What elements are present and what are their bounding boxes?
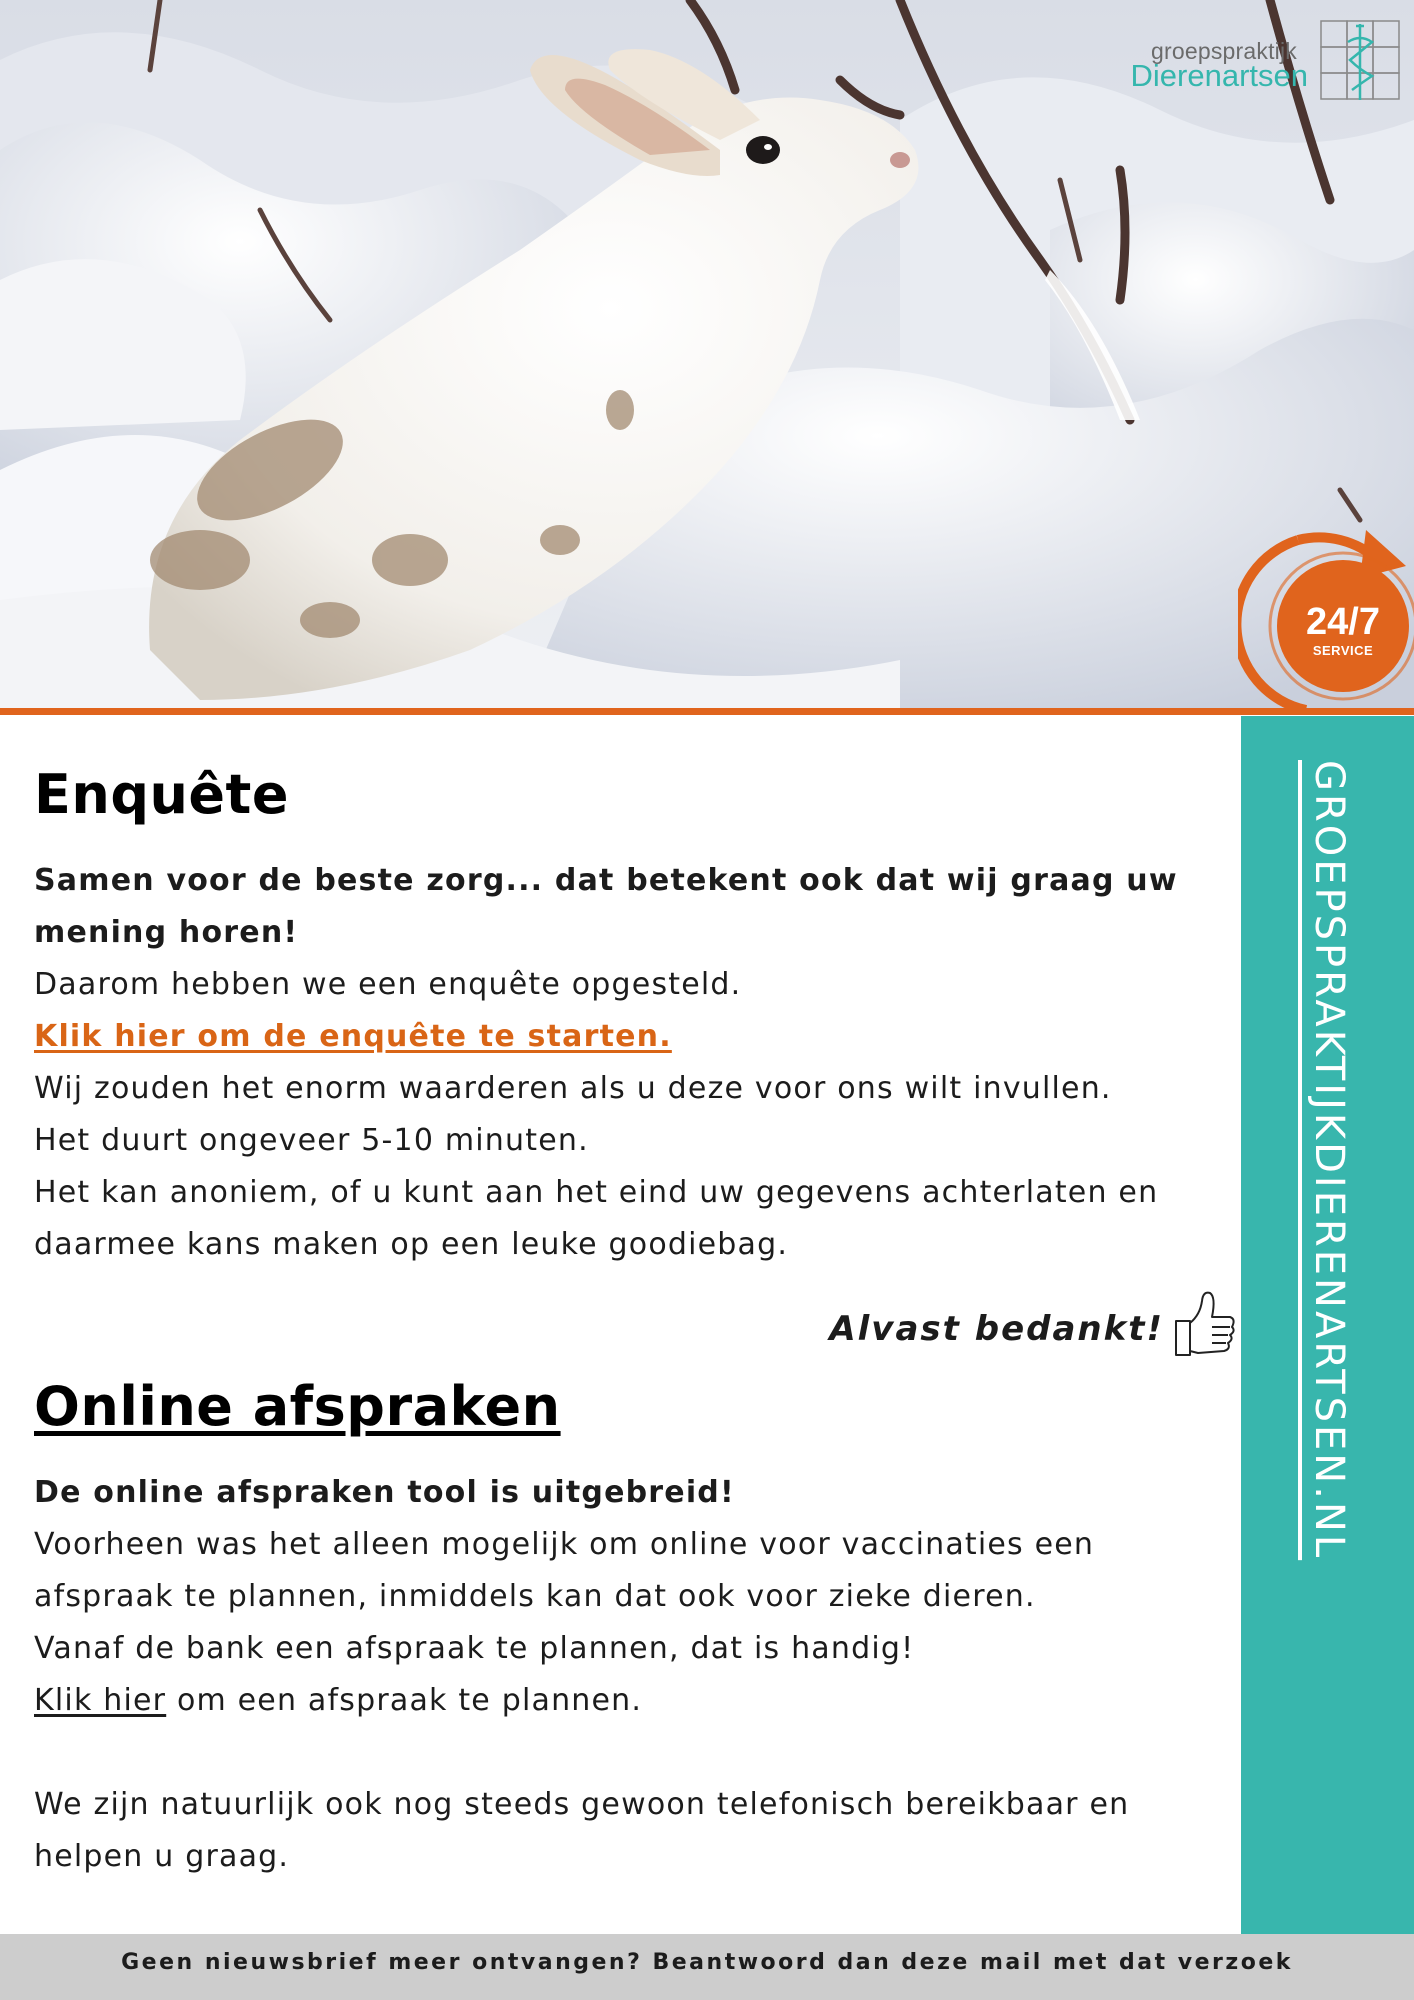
survey-lead: Samen voor de beste zorg... dat betekent ook dat wij graag uw mening horen! <box>34 863 1178 950</box>
appointments-link[interactable]: Klik hier <box>34 1683 167 1718</box>
brand-logo <box>1118 20 1402 106</box>
logo-text-top: groepspraktijk <box>1151 38 1297 64</box>
appointments-lead: De online afspraken tool is uitgebreid! <box>34 1475 735 1510</box>
main-content <box>34 755 1224 1883</box>
survey-start-link[interactable]: Klik hier om de enquête te starten. <box>34 1019 672 1054</box>
survey-line-2: Wij zouden het enorm waarderen als u deze voor ons wilt invullen. <box>34 1071 1112 1106</box>
unsubscribe-note: Geen nieuwsbrief meer ontvangen? Beantwoord dan deze mail met dat verzoek <box>121 1950 1293 1975</box>
appointments-line-1: Voorheen was het alleen mogelijk om online voor vaccinaties een afspraak te plannen, inmiddels kan dat ook voor zieke dieren. <box>34 1527 1095 1614</box>
badge-sub-text: SERVICE <box>1312 643 1374 658</box>
thumbs-up-icon <box>1170 1287 1238 1359</box>
survey-line-4: Het kan anoniem, of u kunt aan het eind uw gegevens achterlaten en daarmee kans maken op een leuke goodiebag. <box>34 1175 1159 1262</box>
survey-line-3: Het duurt ongeveer 5-10 minuten. <box>34 1123 589 1158</box>
caduceus-icon <box>1320 20 1402 106</box>
hero-image <box>0 0 1414 710</box>
thanks-text: Alvast bedankt! <box>829 1309 1164 1349</box>
thanks-row <box>34 1275 1224 1367</box>
badge-main-text: 24/7 <box>1306 601 1380 643</box>
appointments-link-line <box>34 1675 1224 1727</box>
logo-text-bottom: Dierenartsen <box>1130 58 1308 93</box>
website-link[interactable]: GROEPSPRAKTIJKDIERENARTSEN.NL <box>1306 760 1352 1561</box>
footer-bar <box>0 1934 1414 2000</box>
service-24-7-badge <box>1238 520 1414 710</box>
survey-heading: Enquête <box>34 763 289 826</box>
appointments-heading: Online afspraken <box>34 1375 561 1438</box>
orange-divider <box>0 708 1414 715</box>
appointments-line-2: Vanaf de bank een afspraak te plannen, dat is handig! <box>34 1631 915 1666</box>
survey-line-1: Daarom hebben we een enquête opgesteld. <box>34 967 742 1002</box>
spacer <box>34 1727 1224 1779</box>
appointments-line-3: We zijn natuurlijk ook nog steeds gewoon telefonisch bereikbaar en helpen u graag. <box>34 1787 1130 1874</box>
rabbit-snow-illustration <box>0 0 1414 710</box>
appointments-link-tail: om een afspraak te plannen. <box>166 1683 643 1718</box>
